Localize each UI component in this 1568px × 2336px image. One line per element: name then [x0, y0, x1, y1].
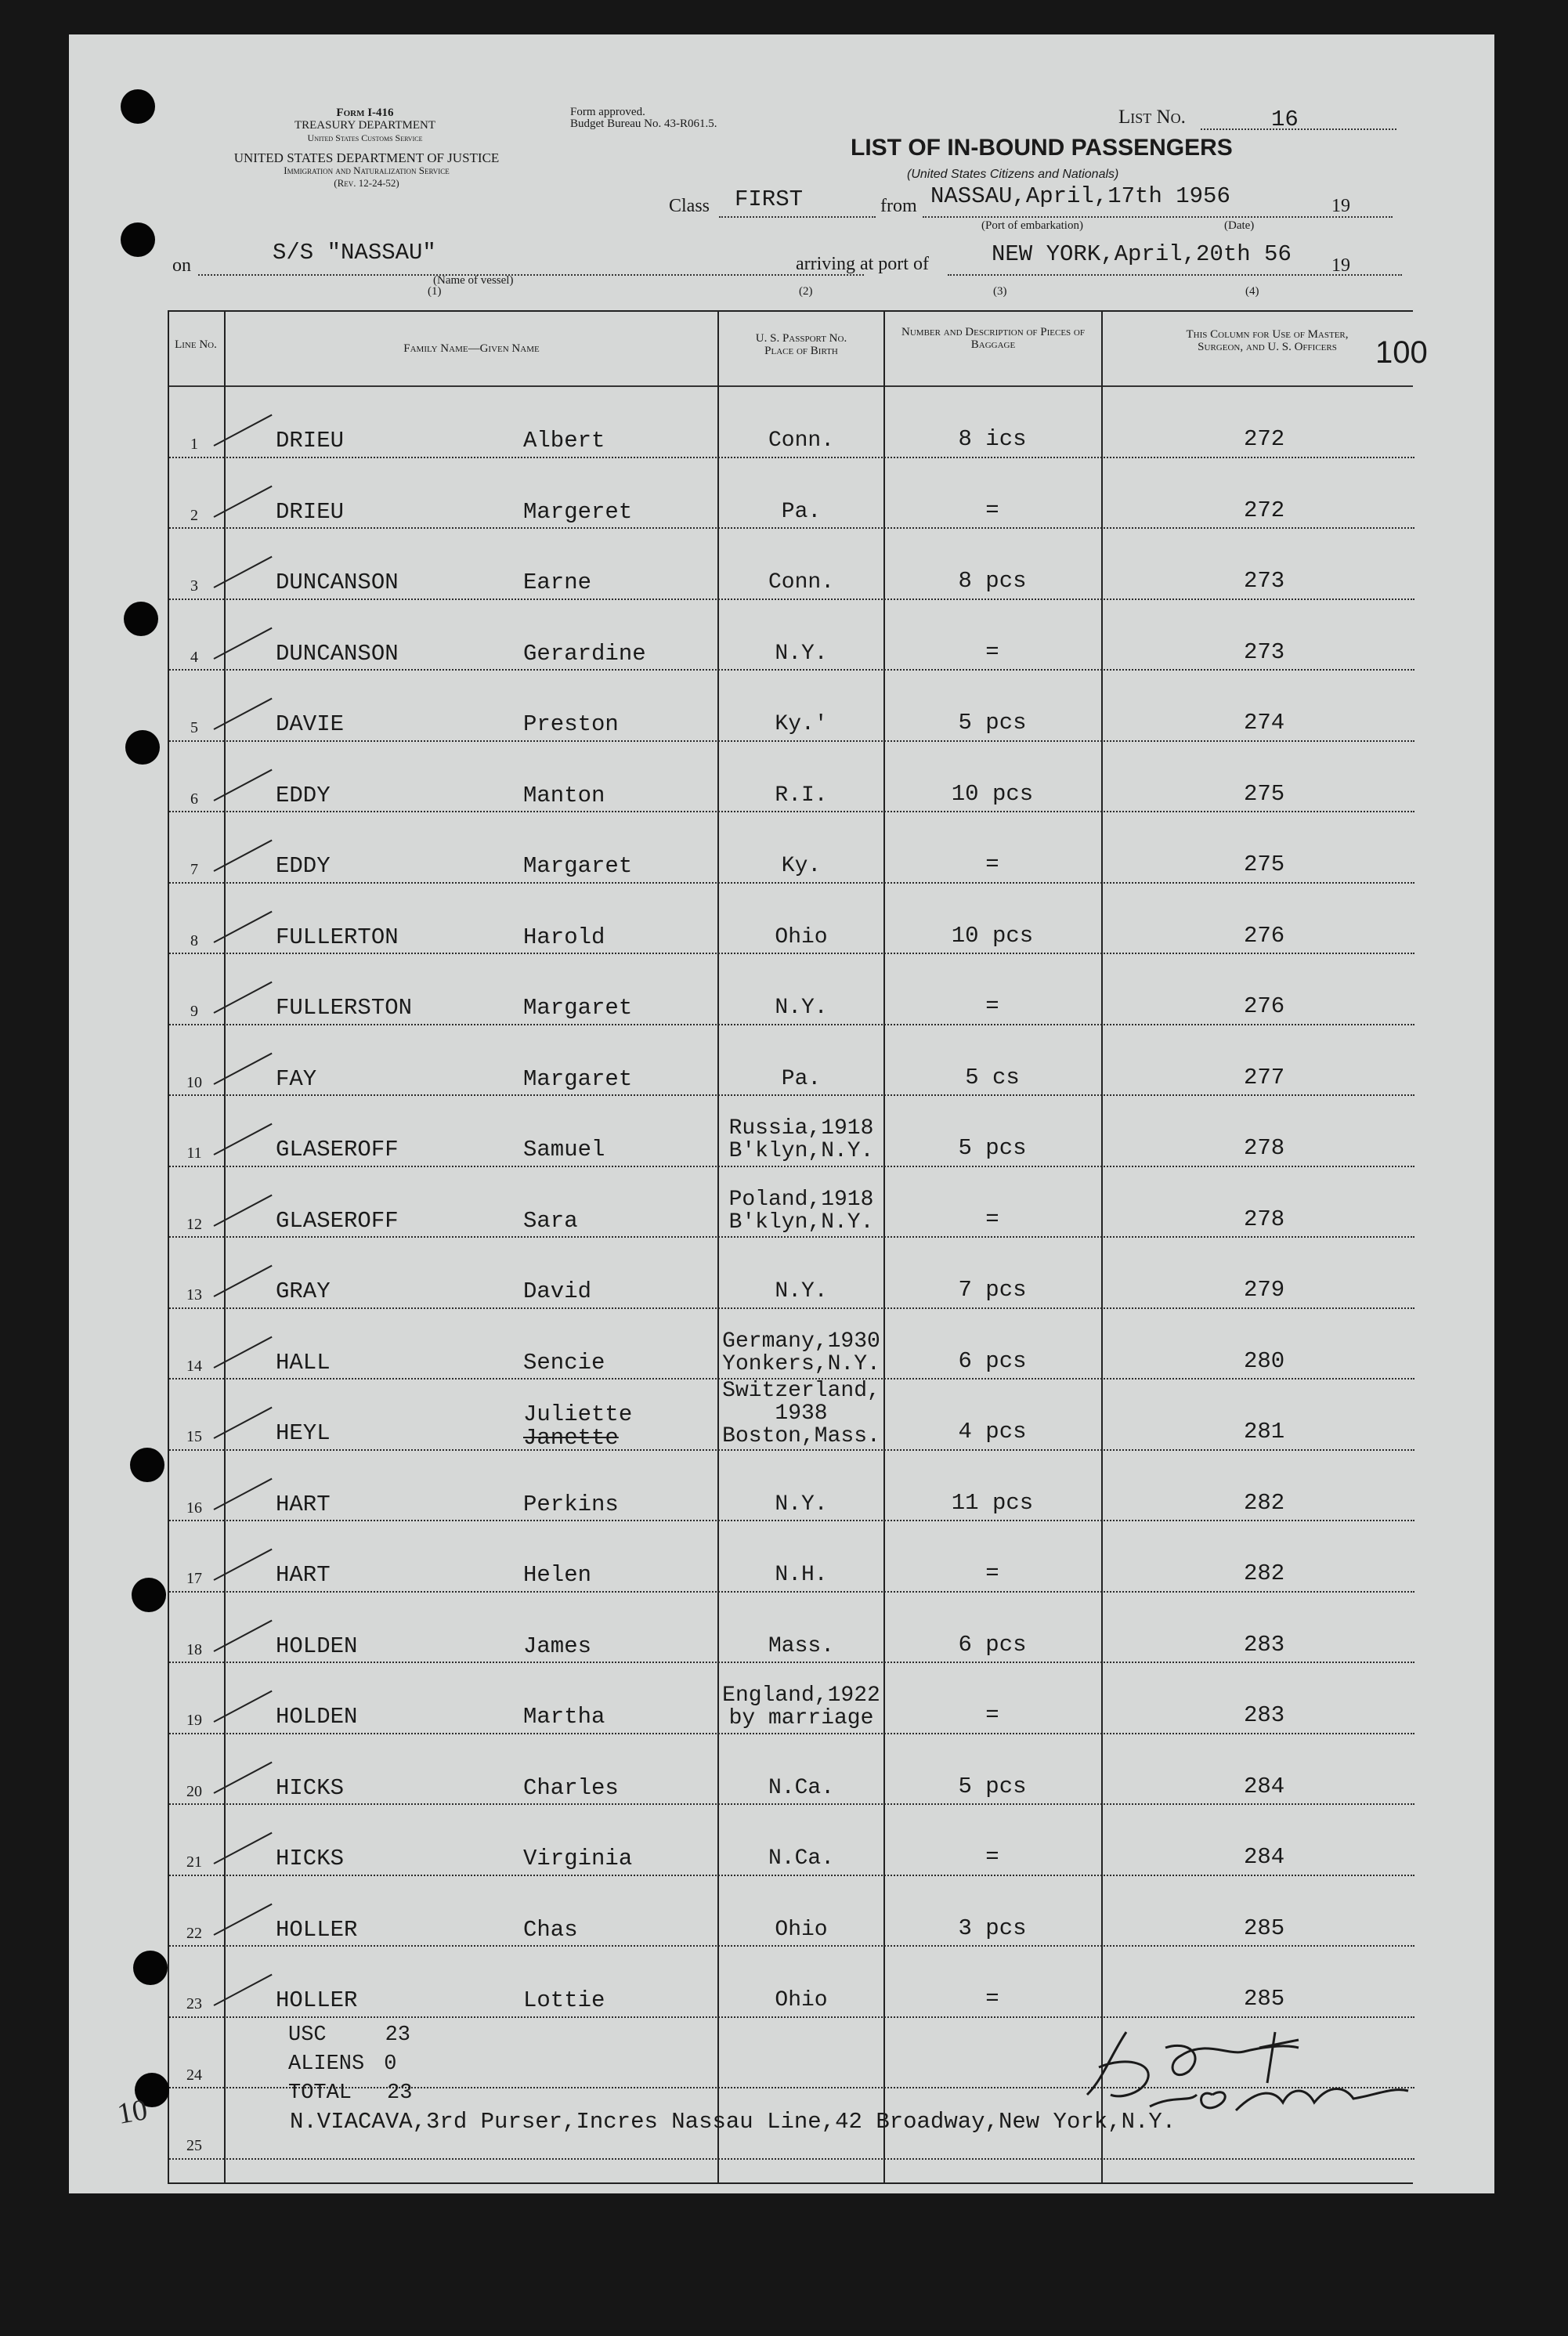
birth-place: N.Ca.	[768, 1775, 834, 1800]
punch-hole	[132, 1578, 166, 1612]
family-name: HART	[276, 1491, 331, 1517]
officer-number: 283	[1244, 1702, 1285, 1728]
punch-hole	[125, 730, 160, 765]
form-number: Form I-416	[336, 107, 394, 119]
given-name: Margaret	[523, 995, 633, 1021]
officer-number: 278	[1244, 1206, 1285, 1232]
check-mark	[214, 1832, 273, 1864]
page-mark: 100	[1375, 335, 1428, 370]
baggage: =	[985, 1206, 999, 1232]
officer-number: 282	[1244, 1489, 1285, 1516]
check-mark	[214, 1974, 273, 2006]
officer-number: 272	[1244, 497, 1285, 523]
officer-number: 280	[1244, 1347, 1285, 1374]
check-mark	[214, 910, 273, 942]
officer-number: 276	[1244, 922, 1285, 949]
check-mark	[214, 1194, 273, 1226]
given-name: Sencie	[523, 1349, 605, 1376]
given-name: Albert	[523, 428, 605, 454]
line-number: 25	[186, 2137, 202, 2154]
given-name: Perkins	[523, 1491, 619, 1517]
officer-number: 275	[1244, 780, 1285, 807]
birth-place: Ohio	[775, 924, 828, 949]
line-number: 22	[186, 1924, 202, 1942]
class-value: FIRST	[735, 186, 804, 212]
manifest-sheet	[69, 34, 1494, 2193]
arriving-label: arriving at port of	[796, 254, 929, 274]
birth-place: England,1922 by marriage	[722, 1683, 880, 1730]
check-mark	[214, 1619, 273, 1651]
family-name: EDDY	[276, 853, 331, 879]
given-name: Lottie	[523, 1987, 605, 2013]
family-name: HOLDEN	[276, 1704, 358, 1730]
line-number: 5	[190, 719, 198, 736]
birth-place: Poland,1918 B'klyn,N.Y.	[728, 1187, 874, 1235]
page-title: LIST OF IN-BOUND PASSENGERS	[851, 135, 1233, 161]
purser-line: N.VIACAVA,3rd Purser,Incres Nassau Line,42 Broadway,New York,N.Y.	[290, 2109, 1176, 2135]
form-number-block	[287, 107, 443, 144]
check-mark	[214, 1052, 273, 1084]
page-subtitle: (United States Citizens and Nationals)	[907, 168, 1119, 181]
revision: (Rev. 12-24-52)	[334, 177, 399, 189]
baggage: =	[985, 1986, 999, 2012]
form-approved: Form approved.	[570, 106, 645, 118]
from-label: from	[880, 196, 917, 216]
officer-number: 284	[1244, 1773, 1285, 1799]
vessel-caption: (Name of vessel)	[433, 274, 514, 287]
given-name: Helen	[523, 1562, 592, 1588]
check-mark	[214, 768, 273, 801]
given-name: Margaret	[523, 853, 633, 879]
baggage: =	[985, 993, 999, 1019]
baggage: =	[985, 638, 999, 665]
officer-signature	[1079, 2009, 1447, 2126]
family-name: HOLDEN	[276, 1633, 358, 1659]
given-name: David	[523, 1278, 592, 1304]
punch-hole	[130, 1448, 164, 1482]
family-name: GLASEROFF	[276, 1137, 399, 1163]
family-name: FAY	[276, 1065, 317, 1092]
birth-place: Germany,1930 Yonkers,N.Y.	[722, 1329, 880, 1376]
given-name: Manton	[523, 782, 605, 808]
family-name: HICKS	[276, 1846, 345, 1871]
check-mark	[214, 1336, 273, 1368]
given-name: Preston	[523, 711, 619, 737]
vessel-name: S/S "NASSAU"	[273, 240, 436, 266]
baggage: =	[985, 1560, 999, 1586]
dept1-sub: United States Customs Service	[307, 132, 423, 143]
line-number: 4	[190, 648, 198, 666]
family-name: DRIEU	[276, 428, 345, 454]
line-number: 8	[190, 931, 198, 949]
family-name: DUNCANSON	[276, 640, 399, 667]
family-name: DUNCANSON	[276, 570, 399, 595]
officer-number: 272	[1244, 426, 1285, 452]
family-name: HOLLER	[276, 1916, 358, 1943]
baggage: =	[985, 1702, 999, 1728]
baggage: 6 pcs	[958, 1631, 1027, 1658]
birth-place: Conn.	[768, 429, 834, 453]
given-name: Gerardine	[523, 640, 646, 667]
birth-place: N.Y.	[775, 996, 828, 1020]
line-number: 7	[190, 861, 198, 878]
officer-number: 275	[1244, 852, 1285, 877]
check-mark	[214, 698, 273, 730]
dept2: UNITED STATES DEPARTMENT OF JUSTICE	[233, 150, 500, 165]
arriving-year-suffix: 19	[1331, 255, 1350, 276]
list-no-label: List No.	[1118, 107, 1186, 128]
birth-place: R.I.	[775, 783, 828, 808]
given-name: Juliette Janette	[523, 1401, 633, 1451]
family-name: GRAY	[276, 1278, 331, 1304]
officer-number: 281	[1244, 1419, 1285, 1445]
birth-place: Ohio	[775, 1988, 828, 2012]
check-mark	[214, 627, 273, 659]
family-name: FULLERTON	[276, 924, 399, 950]
given-name: Chas	[523, 1916, 578, 1943]
birth-place: Ohio	[775, 1917, 828, 1942]
check-mark	[214, 1903, 273, 1935]
baggage: 6 pcs	[958, 1347, 1027, 1374]
line-number: 17	[186, 1570, 202, 1587]
usc-value: 23	[385, 2023, 411, 2047]
line-number: 19	[186, 1712, 202, 1729]
line-number: 23	[186, 1995, 202, 2012]
col-header-name: Family Name—Given Name	[403, 342, 540, 355]
birth-place: Pa.	[781, 499, 822, 524]
line-number: 16	[186, 1499, 202, 1517]
line-number: 20	[186, 1782, 202, 1800]
punch-hole	[121, 89, 155, 124]
line-number: 9	[190, 1003, 198, 1020]
family-name: DAVIE	[276, 711, 345, 737]
baggage: 7 pcs	[958, 1277, 1027, 1303]
given-name: Sara	[523, 1207, 578, 1234]
line-number: 12	[186, 1215, 202, 1233]
line-number: 1	[190, 436, 198, 453]
birth-place: Russia,1918 B'klyn,N.Y.	[728, 1116, 874, 1163]
given-name: Charles	[523, 1774, 619, 1801]
baggage: 3 pcs	[958, 1915, 1027, 1941]
birth-place: N.H.	[775, 1563, 828, 1587]
given-name: Martha	[523, 1704, 605, 1730]
line-number: 15	[186, 1428, 202, 1445]
officer-number: 283	[1244, 1631, 1285, 1658]
family-name: DRIEU	[276, 498, 345, 525]
check-mark	[214, 1407, 273, 1439]
line-number: 21	[186, 1853, 202, 1871]
check-mark	[214, 1265, 273, 1297]
check-mark	[214, 1477, 273, 1510]
baggage: 8 pcs	[958, 568, 1027, 594]
usc-label: USC	[288, 2023, 327, 2047]
baggage: =	[985, 1844, 999, 1870]
baggage: 5 pcs	[958, 1135, 1027, 1161]
given-name: Earne	[523, 570, 592, 595]
on-label: on	[172, 255, 191, 276]
col-header-passport: U. S. Passport No. Place of Birth	[755, 332, 847, 357]
birth-place: N.Y.	[775, 1492, 828, 1517]
line-number: 3	[190, 577, 198, 595]
line-number: 24	[186, 2066, 202, 2084]
line-number: 13	[186, 1286, 202, 1304]
check-mark	[214, 840, 273, 872]
aliens-label: ALIENS	[288, 2052, 365, 2076]
baggage: =	[985, 497, 999, 523]
given-name: Margeret	[523, 498, 633, 525]
check-mark	[214, 1123, 273, 1155]
birth-place: Pa.	[781, 1066, 822, 1091]
birth-place: N.Ca.	[768, 1846, 834, 1871]
baggage: 8 ics	[958, 426, 1027, 452]
baggage: 5 pcs	[958, 710, 1027, 736]
baggage: =	[985, 852, 999, 877]
given-name: Harold	[523, 924, 605, 950]
baggage: 5 pcs	[958, 1773, 1027, 1799]
dept1: TREASURY DEPARTMENT	[294, 119, 436, 132]
birth-place: Ky.'	[775, 712, 828, 736]
given-name: James	[523, 1633, 592, 1659]
birth-place: Switzerland, 1938 Boston,Mass.	[722, 1379, 880, 1448]
approval-block	[570, 107, 717, 130]
total-label: TOTAL	[288, 2081, 352, 2105]
line-number: 6	[190, 790, 198, 808]
embark-caption: (Port of embarkation)	[981, 219, 1083, 232]
baggage: 10 pcs	[951, 780, 1034, 807]
birth-place: N.Y.	[775, 641, 828, 666]
family-name: FULLERSTON	[276, 995, 413, 1021]
check-mark	[214, 1691, 273, 1723]
baggage: 10 pcs	[951, 922, 1034, 949]
check-mark	[214, 414, 273, 447]
from-year-suffix: 19	[1331, 196, 1350, 216]
punch-hole	[133, 1951, 168, 1985]
officer-number: 273	[1244, 568, 1285, 594]
dept2-sub: Immigration and Naturalization Service	[284, 165, 450, 176]
officer-number: 279	[1244, 1277, 1285, 1303]
line-number: 11	[186, 1144, 202, 1162]
aliens-value: 0	[384, 2052, 397, 2076]
officer-number: 284	[1244, 1844, 1285, 1870]
col-header-line-no: Line No.	[175, 338, 217, 351]
check-mark	[214, 485, 273, 517]
line-number: 18	[186, 1640, 202, 1658]
family-name: EDDY	[276, 782, 331, 808]
col-header-officers: This Column for Use of Master, Surgeon, and U. S. Officers	[1186, 328, 1349, 353]
baggage: 5 cs	[965, 1064, 1020, 1090]
budget-bureau: Budget Bureau No. 43-R061.5.	[570, 118, 717, 130]
check-mark	[214, 982, 273, 1014]
col-num-3: (3)	[993, 285, 1007, 298]
totals-block	[288, 2021, 412, 2108]
birth-place: Conn.	[768, 570, 834, 595]
family-name: HEYL	[276, 1420, 331, 1446]
line-number: 14	[186, 1357, 202, 1375]
margin-mark: 10	[114, 2093, 150, 2131]
total-value: 23	[387, 2081, 413, 2105]
birth-place: Ky.	[781, 854, 822, 878]
given-name: Virginia	[523, 1846, 633, 1871]
officer-number: 276	[1244, 993, 1285, 1019]
family-name: HICKS	[276, 1774, 345, 1801]
arriving-value: NEW YORK,April,20th 56	[992, 241, 1292, 267]
officer-number: 273	[1244, 638, 1285, 665]
line-number: 2	[190, 506, 198, 524]
check-mark	[214, 556, 273, 588]
officer-number: 278	[1244, 1135, 1285, 1161]
family-name: HOLLER	[276, 1987, 358, 2013]
list-no-value: 16	[1271, 107, 1299, 132]
check-mark	[214, 1761, 273, 1793]
line-number: 10	[186, 1073, 202, 1091]
officer-number: 282	[1244, 1560, 1285, 1586]
officer-number: 277	[1244, 1064, 1285, 1090]
officer-number: 285	[1244, 1915, 1285, 1941]
officer-number: 274	[1244, 710, 1285, 736]
birth-place: N.Y.	[775, 1279, 828, 1304]
given-name: Samuel	[523, 1137, 605, 1163]
family-name: GLASEROFF	[276, 1207, 399, 1234]
class-label: Class	[669, 196, 710, 216]
baggage: 4 pcs	[958, 1419, 1027, 1445]
family-name: HALL	[276, 1349, 331, 1376]
col-header-baggage: Number and Description of Pieces of Baggage	[901, 326, 1085, 351]
officer-number: 285	[1244, 1986, 1285, 2012]
punch-hole	[121, 222, 155, 257]
punch-hole	[124, 602, 158, 636]
col-num-2: (2)	[799, 285, 813, 298]
baggage: 11 pcs	[951, 1489, 1034, 1516]
from-value: NASSAU,April,17th 1956	[930, 183, 1230, 209]
dept2-block	[171, 152, 562, 190]
col-num-4: (4)	[1245, 285, 1259, 298]
family-name: HART	[276, 1562, 331, 1588]
birth-place: Mass.	[768, 1633, 834, 1658]
given-name: Margaret	[523, 1065, 633, 1092]
date-caption: (Date)	[1224, 219, 1255, 232]
check-mark	[214, 1549, 273, 1581]
col-num-1: (1)	[428, 285, 442, 298]
